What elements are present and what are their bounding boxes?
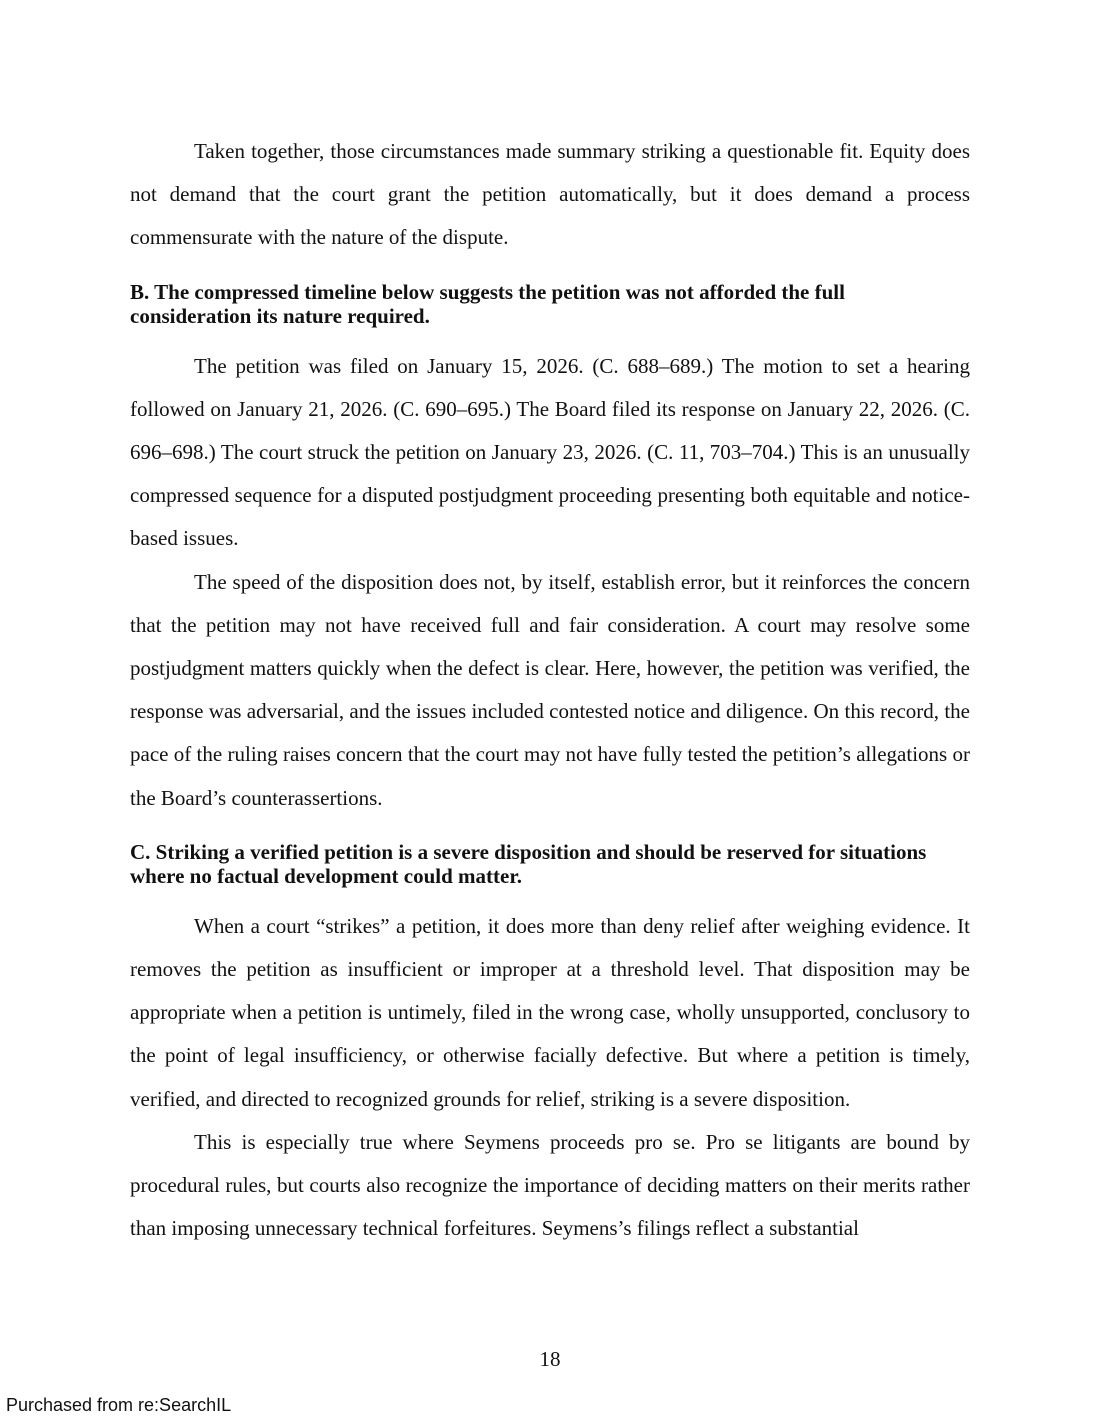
paragraph-speed-of-disposition: The speed of the disposition does not, by itself, establish error, but it reinforces the concern that the petition may not have received full and fair consideration. A court may resolve some postjudgment matters quickly when the defect is clear. Here, however, the petition was verified, the response was adversarial, and the issues included contested notice and diligence. On this record, the pace of the ruling raises concern that the court may not have fully tested the petition’s allegations or the Board’s counterassertions. [130,569,970,810]
paragraph-striking-petition: When a court “strikes” a petition, it does more than deny relief after weighing evidence. It removes the petition as insufficient or improper at a threshold level. That disposition may be appropriate when a petition is untimely, filed in the wrong case, wholly unsupported, conclusory to the point of legal insufficiency, or otherwise facially defective. But where a petition is timely, verified, and directed to recognized grounds for relief, striking is a severe disposition. [130,913,970,1111]
document-body [130,130,970,1250]
spacer [130,889,970,905]
paragraph-timeline: The petition was filed on January 15, 2026. (C. 688–689.) The motion to set a hearing followed on January 21, 2026. (C. 690–695.) The Board filed its response on January 22, 2026. (C. 696–698.) The court struck the petition on January 23, 2026. (C. 11, 703–704.) This is an unusually compressed sequence for a disputed postjudgment proceeding presenting both equitable and notice-based issues. [130,353,970,551]
page-number: 18 [539,1347,561,1371]
section-heading-b: B. The compressed timeline below suggests the petition was not afforded the full consideration its nature required. [130,279,845,329]
purchase-watermark: Purchased from re:SearchIL [6,1395,232,1415]
paragraph-equity-process: Taken together, those circumstances made summary striking a questionable fit. Equity does not demand that the court grant the petition automatically, but it does demand a process commensurate with the nature of the dispute. [130,139,970,250]
spacer [130,260,970,280]
paragraph-pro-se: This is especially true where Seymens proceeds pro se. Pro se litigants are bound by procedural rules, but courts also recognize the importance of deciding matters on their merits rather than imposing unnecessary technical forfeitures. Seymens’s filings reflect a substantial [130,1129,970,1241]
spacer [130,820,970,840]
spacer [130,329,970,345]
section-heading-c: C. Striking a verified petition is a severe disposition and should be reserved for situations where no factual development could matter. [130,839,927,889]
